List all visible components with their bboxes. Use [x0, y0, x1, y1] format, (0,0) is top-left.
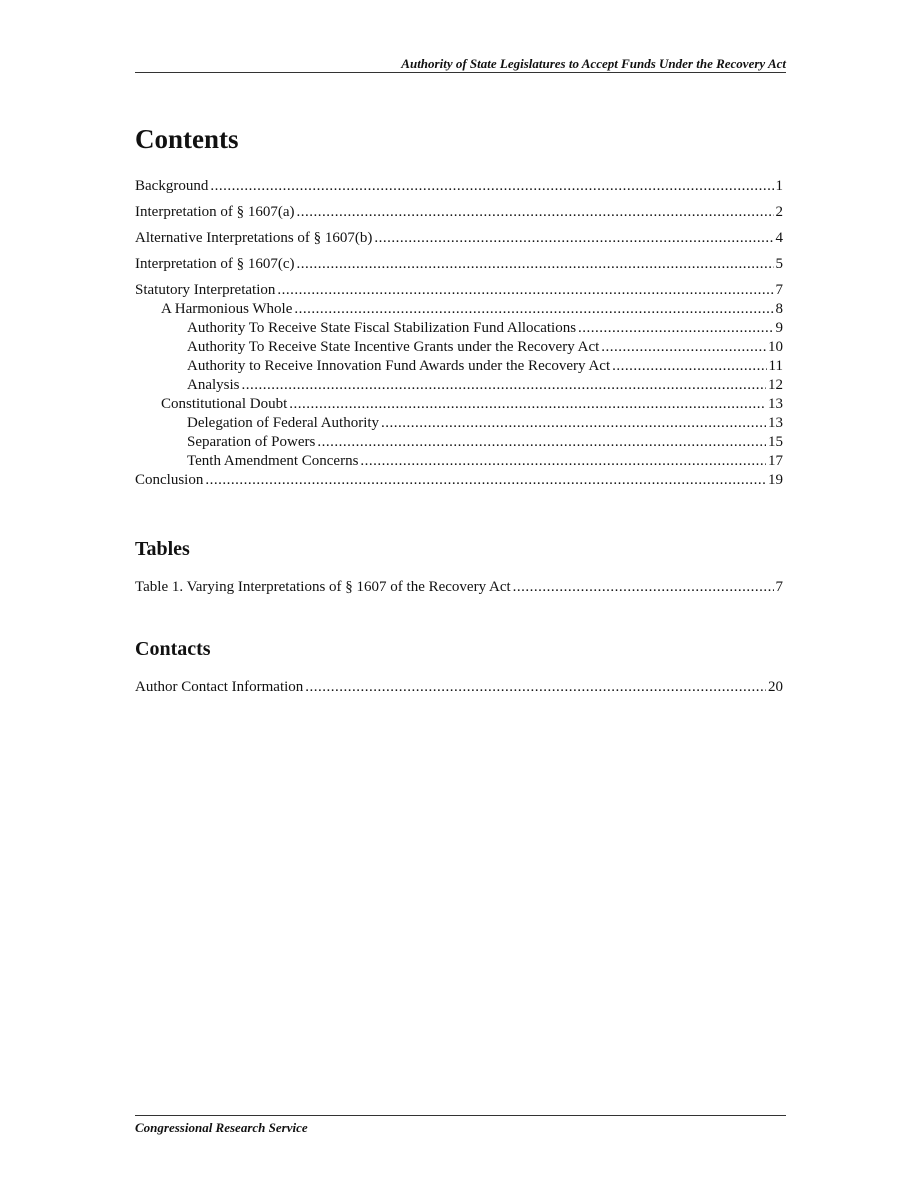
footer-rule	[135, 1115, 786, 1116]
dot-leader	[360, 452, 766, 471]
toc-entry-label: Conclusion	[135, 472, 204, 488]
contents-title: Contents	[135, 124, 239, 154]
toc-entry-innovation-fund[interactable]	[135, 357, 783, 376]
toc-entry-page: 12	[768, 377, 783, 393]
toc-entry-page: 19	[768, 472, 783, 488]
toc-entry-page: 9	[775, 320, 783, 336]
toc-entry-label: Tenth Amendment Concerns	[187, 453, 359, 469]
toc-entry-conclusion[interactable]	[135, 471, 783, 490]
toc-entry-page: 7	[775, 282, 783, 298]
toc-entry-label: Author Contact Information	[135, 679, 304, 695]
toc-entry-label: Statutory Interpretation	[135, 282, 276, 298]
toc-entry-harmonious-whole[interactable]	[135, 300, 783, 319]
tables-title: Tables	[135, 538, 190, 560]
toc-entry-table-1[interactable]	[135, 578, 783, 597]
toc-entry-page: 8	[775, 301, 783, 317]
toc-entry-constitutional-doubt[interactable]	[135, 395, 783, 414]
toc-entry-page: 13	[768, 396, 783, 412]
toc-entry-incentive-grants[interactable]	[135, 338, 783, 357]
contacts-list	[135, 678, 783, 697]
tables-list	[135, 578, 783, 597]
dot-leader	[242, 376, 767, 395]
toc-entry-label: Constitutional Doubt	[161, 396, 288, 412]
dot-leader	[297, 203, 774, 222]
dot-leader	[612, 357, 766, 376]
dot-leader	[578, 319, 773, 338]
toc-entry-fiscal-stabilization[interactable]	[135, 319, 783, 338]
dot-leader	[297, 255, 774, 274]
toc-entry-page: 7	[775, 579, 783, 595]
running-header: Authority of State Legislatures to Accept Funds Under the Recovery Act	[401, 56, 786, 71]
toc-entry-page: 17	[768, 453, 783, 469]
header-rule	[135, 72, 786, 73]
toc-entry-page: 13	[768, 415, 783, 431]
toc-entry-label: Table 1. Varying Interpretations of § 1607 of the Recovery Act	[135, 579, 511, 595]
dot-leader	[374, 229, 773, 248]
dot-leader	[305, 678, 766, 697]
toc-entry-label: Interpretation of § 1607(c)	[135, 256, 295, 272]
toc-entry-label: Authority To Receive State Fiscal Stabilization Fund Allocations	[187, 320, 577, 336]
toc-entry-delegation-federal-authority[interactable]	[135, 414, 783, 433]
toc-entry-analysis[interactable]	[135, 376, 783, 395]
toc-entry-label: Authority to Receive Innovation Fund Awards under the Recovery Act	[187, 358, 611, 374]
toc-entry-label: Interpretation of § 1607(a)	[135, 204, 295, 220]
toc-entry-statutory-interpretation[interactable]	[135, 281, 783, 300]
toc-entry-page: 11	[768, 358, 783, 374]
toc-entry-tenth-amendment[interactable]	[135, 452, 783, 471]
contents-list	[135, 177, 783, 490]
toc-entry-page: 15	[768, 434, 783, 450]
toc-entry-page: 1	[775, 178, 783, 194]
toc-entry-label: Background	[135, 178, 209, 194]
toc-entry-page: 20	[768, 679, 783, 695]
dot-leader	[317, 433, 766, 452]
dot-leader	[289, 395, 766, 414]
toc-entry-label: A Harmonious Whole	[161, 301, 293, 317]
toc-entry-label: Authority To Receive State Incentive Grants under the Recovery Act	[187, 339, 600, 355]
toc-entry-page: 2	[775, 204, 783, 220]
toc-entry-interpretation-1607a[interactable]	[135, 203, 783, 222]
toc-entry-interpretation-1607c[interactable]	[135, 255, 783, 274]
toc-entry-background[interactable]	[135, 177, 783, 196]
dot-leader	[277, 281, 773, 300]
dot-leader	[381, 414, 766, 433]
toc-entry-page: 10	[768, 339, 783, 355]
toc-entry-alternative-interpretations-1607b[interactable]	[135, 229, 783, 248]
toc-entry-label: Analysis	[187, 377, 240, 393]
dot-leader	[210, 177, 773, 196]
contacts-title: Contacts	[135, 638, 211, 660]
running-footer: Congressional Research Service	[135, 1120, 308, 1135]
dot-leader	[601, 338, 766, 357]
toc-entry-label: Separation of Powers	[187, 434, 316, 450]
toc-entry-label: Delegation of Federal Authority	[187, 415, 380, 431]
toc-entry-label: Alternative Interpretations of § 1607(b)	[135, 230, 373, 246]
toc-entry-page: 5	[775, 256, 783, 272]
toc-entry-separation-of-powers[interactable]	[135, 433, 783, 452]
dot-leader	[513, 578, 774, 597]
dot-leader	[205, 471, 766, 490]
toc-entry-page: 4	[775, 230, 783, 246]
dot-leader	[294, 300, 773, 319]
toc-entry-author-contact[interactable]	[135, 678, 783, 697]
